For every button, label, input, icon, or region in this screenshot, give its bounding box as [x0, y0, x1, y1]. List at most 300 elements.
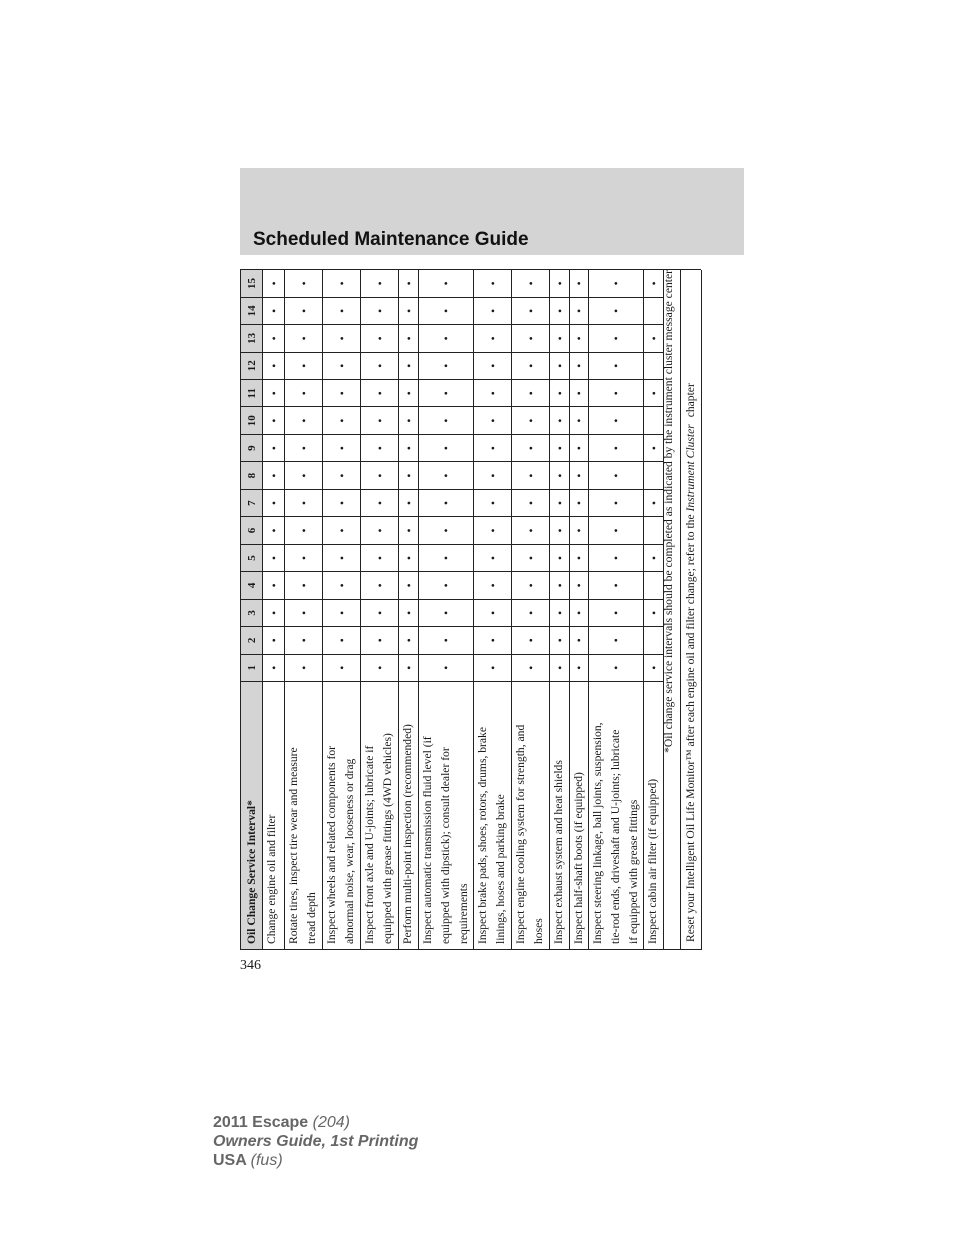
interval-header-5: 5: [241, 544, 263, 571]
interval-cell: [399, 325, 419, 352]
document-footer: [213, 1113, 418, 1170]
service-item-line: Perform multi-point inspection (recommended): [401, 724, 414, 944]
bullet-mark: •: [296, 610, 311, 615]
service-item-line: requirements: [457, 883, 470, 944]
bullet-mark: •: [572, 391, 586, 396]
interval-cell: [550, 325, 570, 352]
bullet-mark: •: [401, 473, 416, 478]
bullet-mark: •: [266, 363, 281, 368]
interval-cell: [474, 434, 512, 461]
service-item-line: linings, hoses and parking brake: [494, 794, 507, 944]
bullet-mark: •: [552, 281, 567, 286]
service-item-line: equipped with dipstick); consult dealer for: [439, 747, 452, 944]
interval-cell: [263, 517, 285, 544]
header-band: [240, 168, 744, 255]
bullet-mark: •: [609, 446, 623, 451]
interval-header-13: 13: [241, 325, 263, 352]
bullet-mark: •: [401, 555, 416, 561]
bullet-mark: •: [523, 446, 538, 451]
interval-cell: [512, 325, 550, 352]
bullet-mark: •: [485, 500, 500, 506]
interval-cell: [399, 599, 419, 626]
bullet-mark: •: [401, 336, 416, 341]
bullet-mark: •: [552, 665, 567, 670]
footer-region-code: (fus): [250, 1152, 283, 1169]
interval-cell: [589, 572, 644, 599]
table-header-row: [241, 270, 263, 950]
interval-cell: [474, 489, 512, 516]
page-number: 346: [240, 958, 261, 973]
service-item-line: Rotate tires, inspect tire wear and measure: [287, 747, 300, 944]
interval-cell: [550, 352, 570, 379]
interval-cell: [285, 380, 323, 407]
bullet-mark: •: [485, 473, 500, 478]
maintenance-schedule-table: [240, 269, 664, 950]
interval-cell: [285, 434, 323, 461]
interval-cell: [550, 572, 570, 599]
bullet-mark: •: [439, 446, 453, 451]
interval-cell: [419, 434, 474, 461]
footer-model: 2011 Escape: [213, 1114, 309, 1131]
bullet-mark: •: [372, 308, 387, 313]
interval-cell: [570, 407, 589, 434]
footer-region: USA: [213, 1152, 247, 1169]
bullet-mark: •: [552, 555, 567, 561]
table-row: [474, 270, 512, 950]
bullet-mark: •: [401, 363, 416, 368]
interval-header-8: 8: [241, 462, 263, 489]
bullet-mark: •: [266, 528, 281, 533]
bullet-mark: •: [485, 363, 500, 368]
table-row: [323, 270, 361, 950]
bullet-mark: •: [552, 638, 567, 643]
bullet-mark: •: [552, 610, 567, 615]
interval-cell: [263, 407, 285, 434]
interval-header-1: 1: [241, 654, 263, 681]
bullet-mark: •: [296, 638, 311, 643]
bullet-mark: •: [439, 500, 453, 506]
interval-cell: [323, 352, 361, 379]
bullet-mark: •: [523, 336, 538, 341]
service-item-description: [361, 682, 399, 950]
interval-cell: [285, 627, 323, 654]
interval-cell: [474, 544, 512, 571]
interval-cell: [550, 654, 570, 681]
bullet-mark: •: [552, 500, 567, 506]
interval-cell: [550, 407, 570, 434]
bullet-mark: •: [334, 391, 349, 396]
bullet-mark: •: [485, 391, 500, 396]
interval-cell: [589, 325, 644, 352]
interval-cell: [399, 380, 419, 407]
interval-cell: [589, 352, 644, 379]
table-row: [285, 270, 323, 950]
bullet-mark: •: [552, 308, 567, 313]
interval-cell: [589, 462, 644, 489]
interval-cell: [512, 297, 550, 324]
maintenance-table-wrapper: [240, 270, 701, 950]
interval-cell: [285, 654, 323, 681]
bullet-mark: •: [296, 473, 311, 478]
bullet-mark: •: [266, 610, 281, 615]
interval-cell: [570, 654, 589, 681]
interval-header-15: 15: [241, 270, 263, 297]
interval-cell: [361, 517, 399, 544]
bullet-mark: •: [401, 391, 416, 396]
footer-model-code: (204): [312, 1114, 351, 1131]
interval-cell: [589, 297, 644, 324]
interval-cell: [419, 572, 474, 599]
interval-cell: [361, 270, 399, 297]
interval-cell: [285, 325, 323, 352]
interval-cell: [419, 380, 474, 407]
service-item-line: Inspect half-shaft boots (if equipped): [572, 772, 585, 944]
bullet-mark: •: [485, 528, 500, 533]
service-item-line: abnormal noise, wear, looseness or drag: [343, 758, 356, 944]
bullet-mark: •: [439, 363, 453, 368]
interval-cell: [263, 654, 285, 681]
footer-line-region: [213, 1151, 418, 1170]
bullet-mark: •: [266, 555, 281, 561]
bullet-mark: •: [401, 665, 416, 670]
bullet-mark: •: [523, 308, 538, 313]
bullet-mark: •: [523, 665, 538, 670]
interval-cell: [512, 270, 550, 297]
bullet-mark: •: [266, 308, 281, 313]
bullet-mark: •: [334, 610, 349, 615]
interval-header-4: 4: [241, 572, 263, 599]
bullet-mark: •: [401, 500, 416, 506]
interval-cell: [419, 462, 474, 489]
interval-cell: [512, 654, 550, 681]
bullet-mark: •: [572, 446, 586, 451]
table-row: [589, 270, 644, 950]
interval-cell: [399, 434, 419, 461]
table-row: [419, 270, 474, 950]
bullet-mark: •: [523, 363, 538, 368]
interval-cell: [419, 352, 474, 379]
interval-cell: [323, 517, 361, 544]
bullet-mark: •: [572, 336, 586, 341]
interval-cell: [570, 627, 589, 654]
bullet-mark: •: [334, 308, 349, 313]
bullet-mark: •: [572, 281, 586, 286]
service-item-description: [419, 682, 474, 950]
interval-cell: [550, 462, 570, 489]
interval-cell: [474, 627, 512, 654]
bullet-mark: •: [609, 308, 623, 313]
bullet-mark: •: [401, 528, 416, 533]
bullet-mark: •: [296, 665, 311, 670]
interval-cell: [570, 544, 589, 571]
interval-cell: [361, 325, 399, 352]
interval-cell: [323, 462, 361, 489]
interval-cell: [323, 407, 361, 434]
table-row: [399, 270, 419, 950]
bullet-mark: •: [334, 555, 349, 561]
bullet-mark: •: [266, 500, 281, 506]
bullet-mark: •: [552, 391, 567, 396]
service-item-line: Inspect steering linkage, ball joints, suspension,: [591, 722, 604, 944]
bullet-mark: •: [334, 281, 349, 286]
interval-cell: [589, 270, 644, 297]
interval-cell: [285, 489, 323, 516]
bullet-mark: •: [485, 281, 500, 286]
bullet-mark: •: [609, 610, 623, 615]
interval-cell: [512, 544, 550, 571]
bullet-mark: •: [296, 528, 311, 533]
interval-cell: [361, 352, 399, 379]
bullet-mark: •: [401, 281, 416, 286]
bullet-mark: •: [372, 528, 387, 533]
interval-cell: [570, 462, 589, 489]
footnote-text-2: [684, 383, 697, 950]
interval-cell: [399, 627, 419, 654]
bullet-mark: •: [334, 363, 349, 368]
service-item-description: [512, 682, 550, 950]
bullet-mark: •: [572, 665, 586, 670]
bullet-mark: •: [523, 528, 538, 533]
interval-cell: [419, 654, 474, 681]
interval-cell: [550, 544, 570, 571]
interval-cell: [285, 462, 323, 489]
interval-cell: [285, 517, 323, 544]
bullet-mark: •: [523, 638, 538, 643]
bullet-mark: •: [609, 583, 623, 588]
interval-cell: [589, 489, 644, 516]
interval-cell: [570, 270, 589, 297]
interval-cell: [589, 517, 644, 544]
interval-cell: [323, 599, 361, 626]
bullet-mark: •: [401, 308, 416, 313]
interval-header-14: 14: [241, 297, 263, 324]
bullet-mark: •: [266, 446, 281, 451]
bullet-mark: •: [334, 528, 349, 533]
interval-cell: [323, 489, 361, 516]
bullet-mark: •: [401, 446, 416, 451]
interval-cell: [263, 325, 285, 352]
bullet-mark: •: [609, 638, 623, 643]
service-item-line: Inspect brake pads, shoes, rotors, drums, brake: [476, 726, 489, 944]
bullet-mark: •: [609, 336, 623, 341]
footer-guide: Owners Guide, 1st Printing: [213, 1133, 419, 1150]
table-row: [570, 270, 589, 950]
interval-cell: [263, 599, 285, 626]
interval-cell: [361, 654, 399, 681]
bullet-mark: •: [439, 638, 453, 643]
bullet-mark: •: [609, 363, 623, 368]
footer-line-model: [213, 1113, 418, 1132]
interval-cell: [399, 352, 419, 379]
interval-cell: [589, 434, 644, 461]
interval-cell: [263, 462, 285, 489]
bullet-mark: •: [372, 583, 387, 588]
service-item-description: [263, 682, 285, 950]
interval-cell: [361, 380, 399, 407]
bullet-mark: •: [266, 281, 281, 286]
interval-cell: [474, 654, 512, 681]
interval-header-10: 10: [241, 407, 263, 434]
service-item-line: hoses: [532, 918, 545, 944]
interval-cell: [419, 517, 474, 544]
interval-cell: [589, 627, 644, 654]
interval-cell: [361, 489, 399, 516]
service-item-line: if equipped with grease fittings: [627, 799, 640, 944]
bullet-mark: •: [372, 555, 387, 561]
bullet-mark: •: [334, 500, 349, 506]
interval-cell: [361, 627, 399, 654]
bullet-mark: •: [401, 638, 416, 643]
interval-cell: [285, 544, 323, 571]
bullet-mark: •: [401, 583, 416, 588]
interval-cell: [589, 407, 644, 434]
bullet-mark: •: [552, 418, 567, 423]
footnote-text-2-post: chapter: [684, 383, 697, 421]
bullet-mark: •: [485, 610, 500, 615]
service-item-line: tread depth: [305, 892, 318, 944]
bullet-mark: •: [609, 665, 623, 670]
interval-cell: [512, 380, 550, 407]
bullet-mark: •: [334, 638, 349, 643]
bullet-mark: •: [372, 363, 387, 368]
service-item-description: [550, 682, 570, 950]
bullet-mark: •: [334, 336, 349, 341]
bullet-mark: •: [439, 418, 453, 423]
interval-cell: [263, 572, 285, 599]
bullet-mark: •: [266, 336, 281, 341]
bullet-mark: •: [523, 500, 538, 506]
interval-cell: [323, 380, 361, 407]
rotated-content: [240, 270, 701, 950]
footnote-text-2-italic: Instrument Cluster: [684, 424, 697, 512]
bullet-mark: •: [646, 500, 661, 506]
interval-cell: [399, 572, 419, 599]
interval-cell: [323, 572, 361, 599]
bullet-mark: •: [266, 638, 281, 643]
bullet-mark: •: [646, 665, 661, 670]
interval-cell: [285, 270, 323, 297]
service-item-line: Inspect front axle and U-joints; lubricate if: [363, 745, 376, 944]
bullet-mark: •: [523, 391, 538, 396]
interval-cell: [570, 599, 589, 626]
service-item-line: Inspect automatic transmission fluid level (if: [421, 736, 434, 944]
interval-header-11: 11: [241, 380, 263, 407]
bullet-mark: •: [609, 528, 623, 533]
bullet-mark: •: [646, 391, 661, 396]
service-item-description: [589, 682, 644, 950]
footnote-text-1: *Oil change service intervals should be completed as indicated by the instrument cluster message center: [662, 270, 675, 753]
interval-cell: [419, 325, 474, 352]
interval-cell: [550, 489, 570, 516]
bullet-mark: •: [439, 610, 453, 615]
interval-cell: [361, 297, 399, 324]
interval-cell: [323, 270, 361, 297]
bullet-mark: •: [485, 583, 500, 588]
bullet-mark: •: [485, 336, 500, 341]
interval-cell: [570, 572, 589, 599]
interval-cell: [399, 462, 419, 489]
bullet-mark: •: [609, 473, 623, 478]
bullet-mark: •: [572, 500, 586, 506]
interval-cell: [263, 297, 285, 324]
interval-cell: [550, 297, 570, 324]
interval-cell: [474, 517, 512, 544]
bullet-mark: •: [439, 528, 453, 533]
table-row: [263, 270, 285, 950]
table-row: [512, 270, 550, 950]
bullet-mark: •: [572, 473, 586, 478]
interval-cell: [263, 380, 285, 407]
interval-cell: [589, 380, 644, 407]
interval-cell: [474, 572, 512, 599]
bullet-mark: •: [523, 583, 538, 588]
table-row: [361, 270, 399, 950]
bullet-mark: •: [266, 473, 281, 478]
bullet-mark: •: [572, 308, 586, 313]
interval-cell: [570, 489, 589, 516]
bullet-mark: •: [572, 363, 586, 368]
bullet-mark: •: [334, 446, 349, 451]
interval-cell: [570, 325, 589, 352]
bullet-mark: •: [485, 308, 500, 313]
interval-cell: [550, 627, 570, 654]
interval-cell: [263, 270, 285, 297]
interval-cell: [512, 517, 550, 544]
interval-cell: [285, 297, 323, 324]
interval-cell: [285, 599, 323, 626]
bullet-mark: •: [439, 665, 453, 670]
bullet-mark: •: [646, 281, 661, 286]
interval-cell: [323, 544, 361, 571]
bullet-mark: •: [296, 500, 311, 506]
bullet-mark: •: [296, 555, 311, 561]
interval-cell: [474, 380, 512, 407]
bullet-mark: •: [439, 391, 453, 396]
bullet-mark: •: [552, 473, 567, 478]
page-title: Scheduled Maintenance Guide: [253, 229, 529, 250]
bullet-mark: •: [609, 281, 623, 286]
interval-header-6: 6: [241, 517, 263, 544]
service-item-description: [570, 682, 589, 950]
interval-cell: [512, 462, 550, 489]
footnote-reset: [680, 270, 701, 950]
interval-cell: [570, 297, 589, 324]
interval-cell: [399, 270, 419, 297]
bullet-mark: •: [266, 665, 281, 670]
bullet-mark: •: [334, 665, 349, 670]
interval-cell: [419, 407, 474, 434]
bullet-mark: •: [523, 473, 538, 478]
bullet-mark: •: [485, 418, 500, 423]
bullet-mark: •: [296, 391, 311, 396]
interval-cell: [474, 270, 512, 297]
bullet-mark: •: [439, 473, 453, 478]
interval-cell: [570, 380, 589, 407]
interval-cell: [361, 544, 399, 571]
bullet-mark: •: [523, 555, 538, 561]
interval-cell: [323, 627, 361, 654]
bullet-mark: •: [552, 363, 567, 368]
bullet-mark: •: [372, 665, 387, 670]
interval-cell: [323, 434, 361, 461]
interval-cell: [570, 517, 589, 544]
table-row: [550, 270, 570, 950]
bullet-mark: •: [523, 281, 538, 286]
service-item-line: Inspect wheels and related components for: [325, 746, 338, 944]
bullet-mark: •: [439, 336, 453, 341]
bullet-mark: •: [485, 638, 500, 643]
bullet-mark: •: [401, 610, 416, 615]
